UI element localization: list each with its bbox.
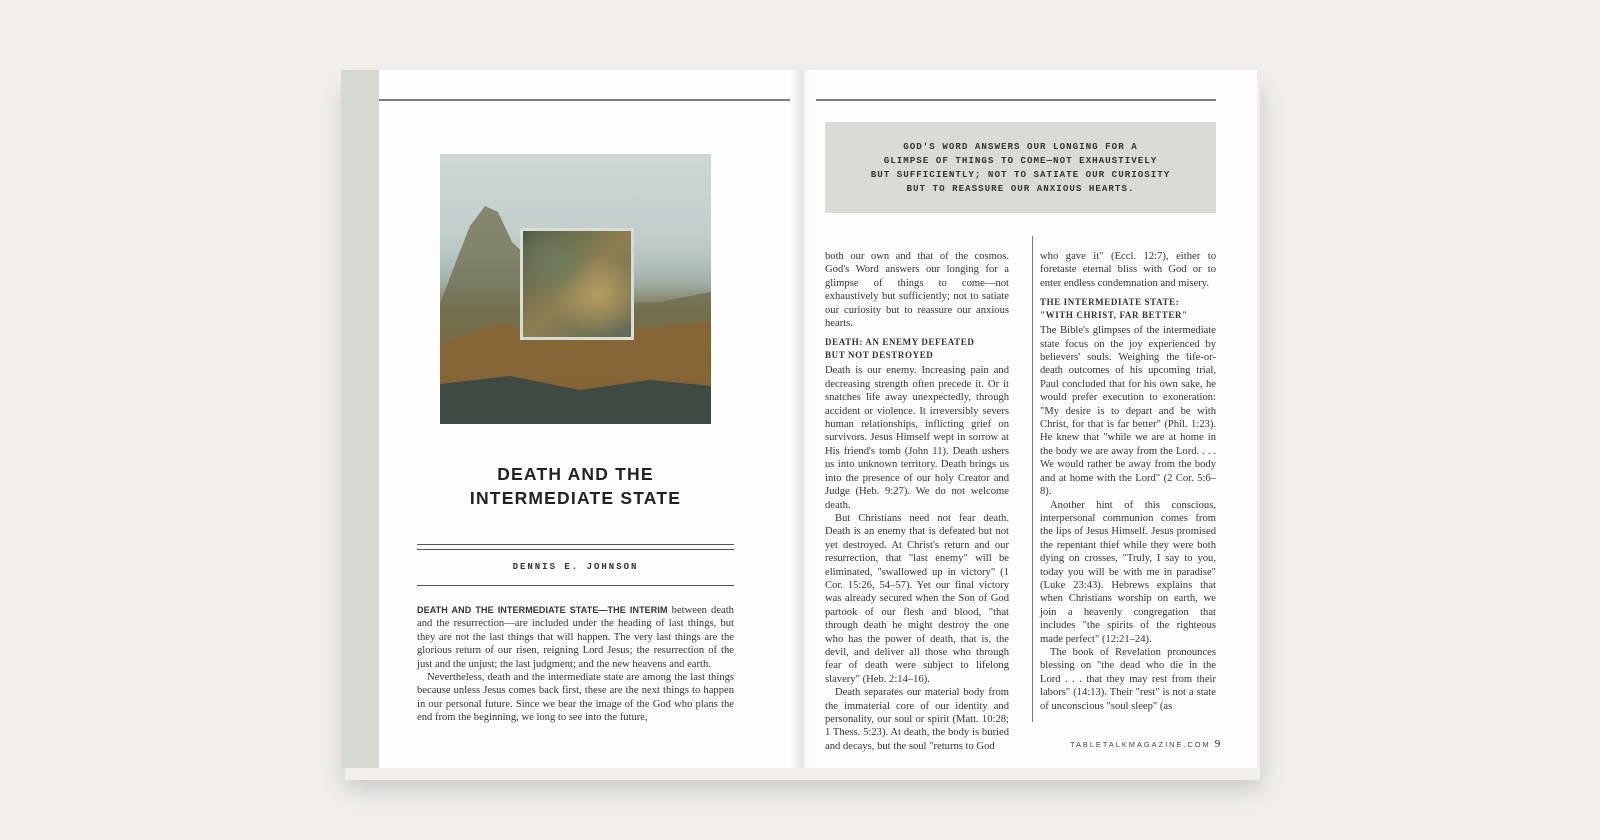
footer-site: TABLETALKMAGAZINE.COM: [1070, 740, 1211, 749]
right-header-rule: [816, 99, 1216, 101]
page-gutter: [790, 70, 816, 768]
column-2-paragraph-1: The Bible's glimpses of the intermediate state focus on the joy experienced by believers' souls. Weighing the life-or-death outcomes of his upcoming trial, Paul concluded that for his own sake, he would prefer execution to exoneration: "My desire is to depart and be with Christ, for that is far better" (Phil. 1:23). He knew that "while we are at home in the body we are away from the Lord. . . . We would rather be away from the body and at home with the Lord" (2 Cor. 5:6–8).: [1040, 325, 1216, 498]
left-body-text: [417, 604, 734, 725]
cover-edge: [341, 70, 381, 768]
column-1-paragraph-0: both our own and that of the cosmos. God's Word answers our longing for a glimpse of things to come—not exhaustively but sufficiently; not to satiate our curiosity but to reassure our anxious hearts.: [825, 251, 1009, 330]
byline-rule-top-2: [417, 549, 734, 550]
section-heading-intermediate: [1040, 296, 1216, 322]
page-footer: [1070, 738, 1221, 750]
title-line-1: DEATH AND THE: [497, 464, 654, 484]
second-paragraph: Nevertheless, death and the intermediate state are among the last things because unless Jesus comes back first, these are the next things to happen in our personal future. Since we bear the image of the God who plans the end from the beginning, we long to see into the future,: [417, 672, 734, 724]
byline-rule-bottom: [417, 585, 734, 586]
heading-death-line-1: DEATH: AN ENEMY DEFEATED: [825, 337, 975, 348]
author-byline: DENNIS E. JOHNSON: [512, 562, 639, 572]
page-number: 9: [1214, 738, 1221, 750]
heading-intermediate-line-1: THE INTERMEDIATE STATE:: [1040, 297, 1180, 308]
column-1-paragraph-2: But Christians need not fear death. Death is an enemy that is defeated but not yet destroyed. At Christ's return and our resurrection, that "last enemy" will be eliminated, "swallowed up in victory" (1 Cor. 15:26, 54–57). Yet our final victory was already secured when the Son of God partook of our flesh and blood, "that through death he might destroy the one who has the power of death, that is, the devil, and deliver all those who through fear of death were subject to lifelong slavery" (Heb. 2:14–16).: [825, 512, 1009, 685]
article-title: [420, 462, 731, 510]
pull-quote-box: [825, 122, 1216, 213]
column-1-paragraph-1: Death is our enemy. Increasing pain and decreasing strength often precede it. Or it snatches life away unexpectedly, through accident or violence. It irreversibly severs human relationships, inflicting grief on survivors. Jesus Himself wept in sorrow at His friend's tomb (John 11). Death ushers us into unknown territory. Death brings us into the presence of our holy Creator and Judge (Heb. 9:27). We do not welcome death.: [825, 365, 1009, 511]
article-photo: [440, 154, 711, 424]
lead-in: DEATH AND THE INTERMEDIATE STATE—THE INTERIM: [417, 605, 668, 615]
pull-quote-line-4: BUT TO REASSURE OUR ANXIOUS HEARTS.: [906, 183, 1135, 194]
intro-paragraph: [417, 604, 734, 671]
title-line-2: INTERMEDIATE STATE: [469, 488, 682, 508]
heading-death-line-2: BUT NOT DESTROYED: [825, 350, 934, 361]
column-2-paragraph-2: Another hint of this conscious, interpersonal communion comes from the lips of Jesus Himself. Jesus promised the repentant thief while they were both dying on crosses, "Truly, I say to you, today you will be with me in paradise" (Luke 23:43). Hebrews explains that when Christians worship on earth, we join a heavenly congregation that includes "the spirits of the righteous made perfect" (12:21–24).: [1040, 499, 1216, 645]
left-header-rule: [379, 99, 790, 101]
intro-rest: between death and the resurrection—are included under the heading of last things, but they are not the last things that will happen. The very last things are the glorious return of our risen, reigning Lord Jesus; the resurrection of the just and the unjust; the last judgment; and the new heavens and earth.: [417, 605, 734, 670]
photo-inset-frame: [520, 228, 634, 340]
pull-quote-line-2: GLIMPSE OF THINGS TO COME—NOT EXHAUSTIVELY: [883, 155, 1158, 166]
byline-rule-top-1: [417, 544, 734, 545]
column-2-paragraph-3: The book of Revelation pronounces blessing on "the dead who die in the Lord . . . that they may rest from their labors" (14:13). Their "rest" is not a state of unconscious "soul sleep" (as: [1040, 646, 1216, 712]
column-2-paragraph-0: who gave it" (Eccl. 12:7), either to foretaste eternal bliss with God or to enter endless condemnation and misery.: [1040, 251, 1216, 289]
column-1-paragraph-3: Death separates our material body from the immaterial core of our identity and personality, our soul or spirit (Matt. 10:28; 1 Thess. 5:23). At death, the body is buried and decays, but the soul "returns to God: [825, 687, 1009, 752]
section-heading-death: [825, 336, 1009, 362]
column-1: [825, 250, 1009, 752]
column-divider: [1032, 236, 1033, 722]
heading-intermediate-line-2: "WITH CHRIST, FAR BETTER": [1040, 310, 1188, 321]
column-2: [1040, 250, 1216, 713]
pull-quote-line-1: GOD'S WORD ANSWERS OUR LONGING FOR A: [903, 141, 1138, 152]
pull-quote-line-3: BUT SUFFICIENTLY; NOT TO SATIATE OUR CURIOSITY: [870, 169, 1171, 180]
